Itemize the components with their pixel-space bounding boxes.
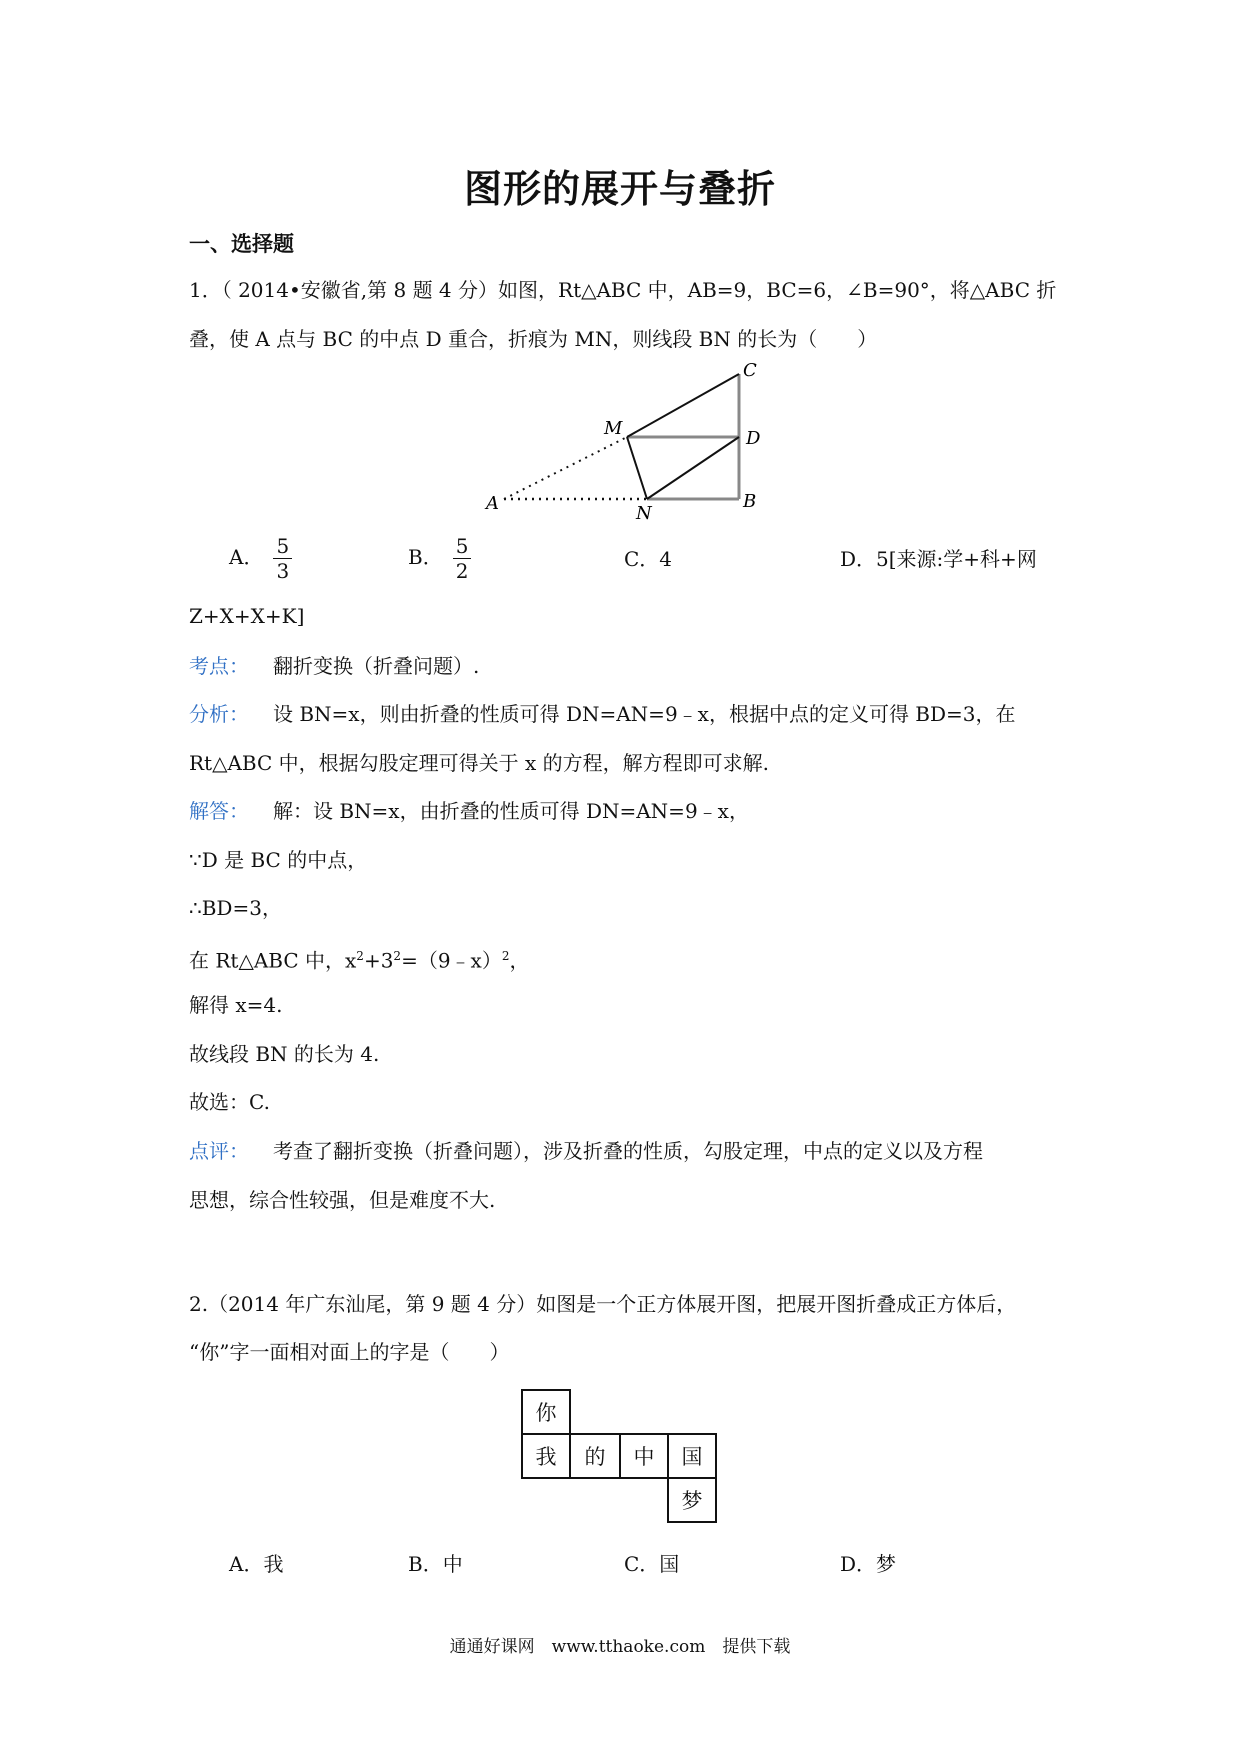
q1-option-a [229,534,292,583]
segment-mc [627,374,739,437]
segment-nd [647,437,739,499]
denominator: 2 [455,559,469,583]
numerator: 5 [453,534,472,559]
q2-option-c: C．国 [624,1552,680,1576]
cell-de-text: 的 [584,1445,606,1469]
q1-option-d-continued: Z+X+X+K] [189,604,305,628]
q1-option-d: D．5[来源:学+科+网 [840,547,1037,571]
q1-kaodian [189,652,1059,680]
cell-meng-text: 梦 [681,1489,703,1513]
q1-step-1: ∵D 是 BC 的中点， [189,848,368,872]
cell-wo-text: 我 [535,1445,557,1469]
q1-stem-line-2: 叠，使 A 点与 BC 的中点 D 重合，折痕为 MN，则线段 BN 的长为（ ） [189,327,878,351]
q1-step-2: ∴BD=3， [189,896,282,920]
cell-guo-text: 国 [681,1445,703,1469]
step3-part-d: ， [509,948,530,973]
fraction-5-3 [273,534,292,583]
dianping-label: 点评： [189,1139,249,1163]
label-m: M [604,418,623,439]
segment-am-dotted [504,437,627,499]
page-title: 图形的展开与叠折 [463,167,776,211]
superscript: 2 [393,949,402,963]
q1-step-6: 故选：C. [189,1090,270,1114]
fenxi-label: 分析： [189,702,249,726]
q2-option-b: B．中 [408,1552,463,1576]
q1-step-3 [189,942,1059,975]
label-d: D [746,428,761,449]
cell-zhong-text: 中 [633,1445,655,1469]
cell-ni-text: 你 [535,1401,557,1425]
step3-part-c: =（9﹣x） [401,948,502,973]
section-heading: 一、选择题 [189,232,294,256]
q1-fenxi [189,700,1059,728]
fenxi-text-1: 设 BN=x，则由折叠的性质可得 DN=AN=9﹣x，根据中点的定义可得 BD=3，在 [273,702,1016,726]
step3-part-a: 在 Rt△ABC 中，x [189,948,357,973]
q1-dianping-line-2: 思想，综合性较强，但是难度不大. [189,1188,496,1212]
numerator: 5 [273,534,292,559]
denominator: 3 [276,559,290,583]
q2-cube-net-figure [520,1388,730,1524]
superscript: 2 [356,949,364,963]
q1-option-c: C．4 [624,547,673,571]
q1-fenxi-line-2: Rt△ABC 中，根据勾股定理可得关于 x 的方程，解方程即可求解. [189,751,769,775]
step3-part-b: +3 [363,948,394,973]
q1-stem-line-1: 1．（ 2014•安徽省,第 8 题 4 分）如图，Rt△ABC 中，AB=9，BC=6，∠B=90°，将△ABC 折 [189,278,1057,302]
q1-step-4: 解得 x=4. [189,993,283,1017]
page-footer: 通通好课网 www.tthaoke.com 提供下载 [449,1637,791,1657]
label-a: A [486,493,499,514]
q1-jieda [189,797,1059,825]
q2-stem-line-2: “你”字一面相对面上的字是（ ） [189,1340,510,1364]
dianping-text-1: 考查了翻折变换（折叠问题），涉及折叠的性质，勾股定理，中点的定义以及方程 [273,1139,983,1163]
superscript: 2 [501,949,510,963]
option-a-label: A． [229,545,264,569]
q1-dianping [189,1137,1059,1165]
q1-option-b [408,534,471,583]
label-b: B [743,491,757,512]
q2-option-d: D．梦 [840,1552,897,1576]
q1-triangle-figure [484,362,764,522]
jieda-text: 解：设 BN=x，由折叠的性质可得 DN=AN=9﹣x， [273,799,749,823]
jieda-label: 解答： [189,799,249,823]
fraction-5-2 [453,534,472,583]
option-b-label: B． [408,545,443,569]
q2-stem-line-1: 2.（2014 年广东汕尾，第 9 题 4 分）如图是一个正方体展开图，把展开图折叠成正方体后， [189,1292,1017,1316]
q2-option-a: A．我 [229,1552,284,1576]
kaodian-label: 考点： [189,654,249,678]
q1-step-5: 故线段 BN 的长为 4. [189,1042,380,1066]
segment-mn [627,437,647,499]
label-c: C [743,362,757,381]
label-n: N [636,503,652,522]
kaodian-text: 翻折变换（折叠问题）. [273,654,480,678]
